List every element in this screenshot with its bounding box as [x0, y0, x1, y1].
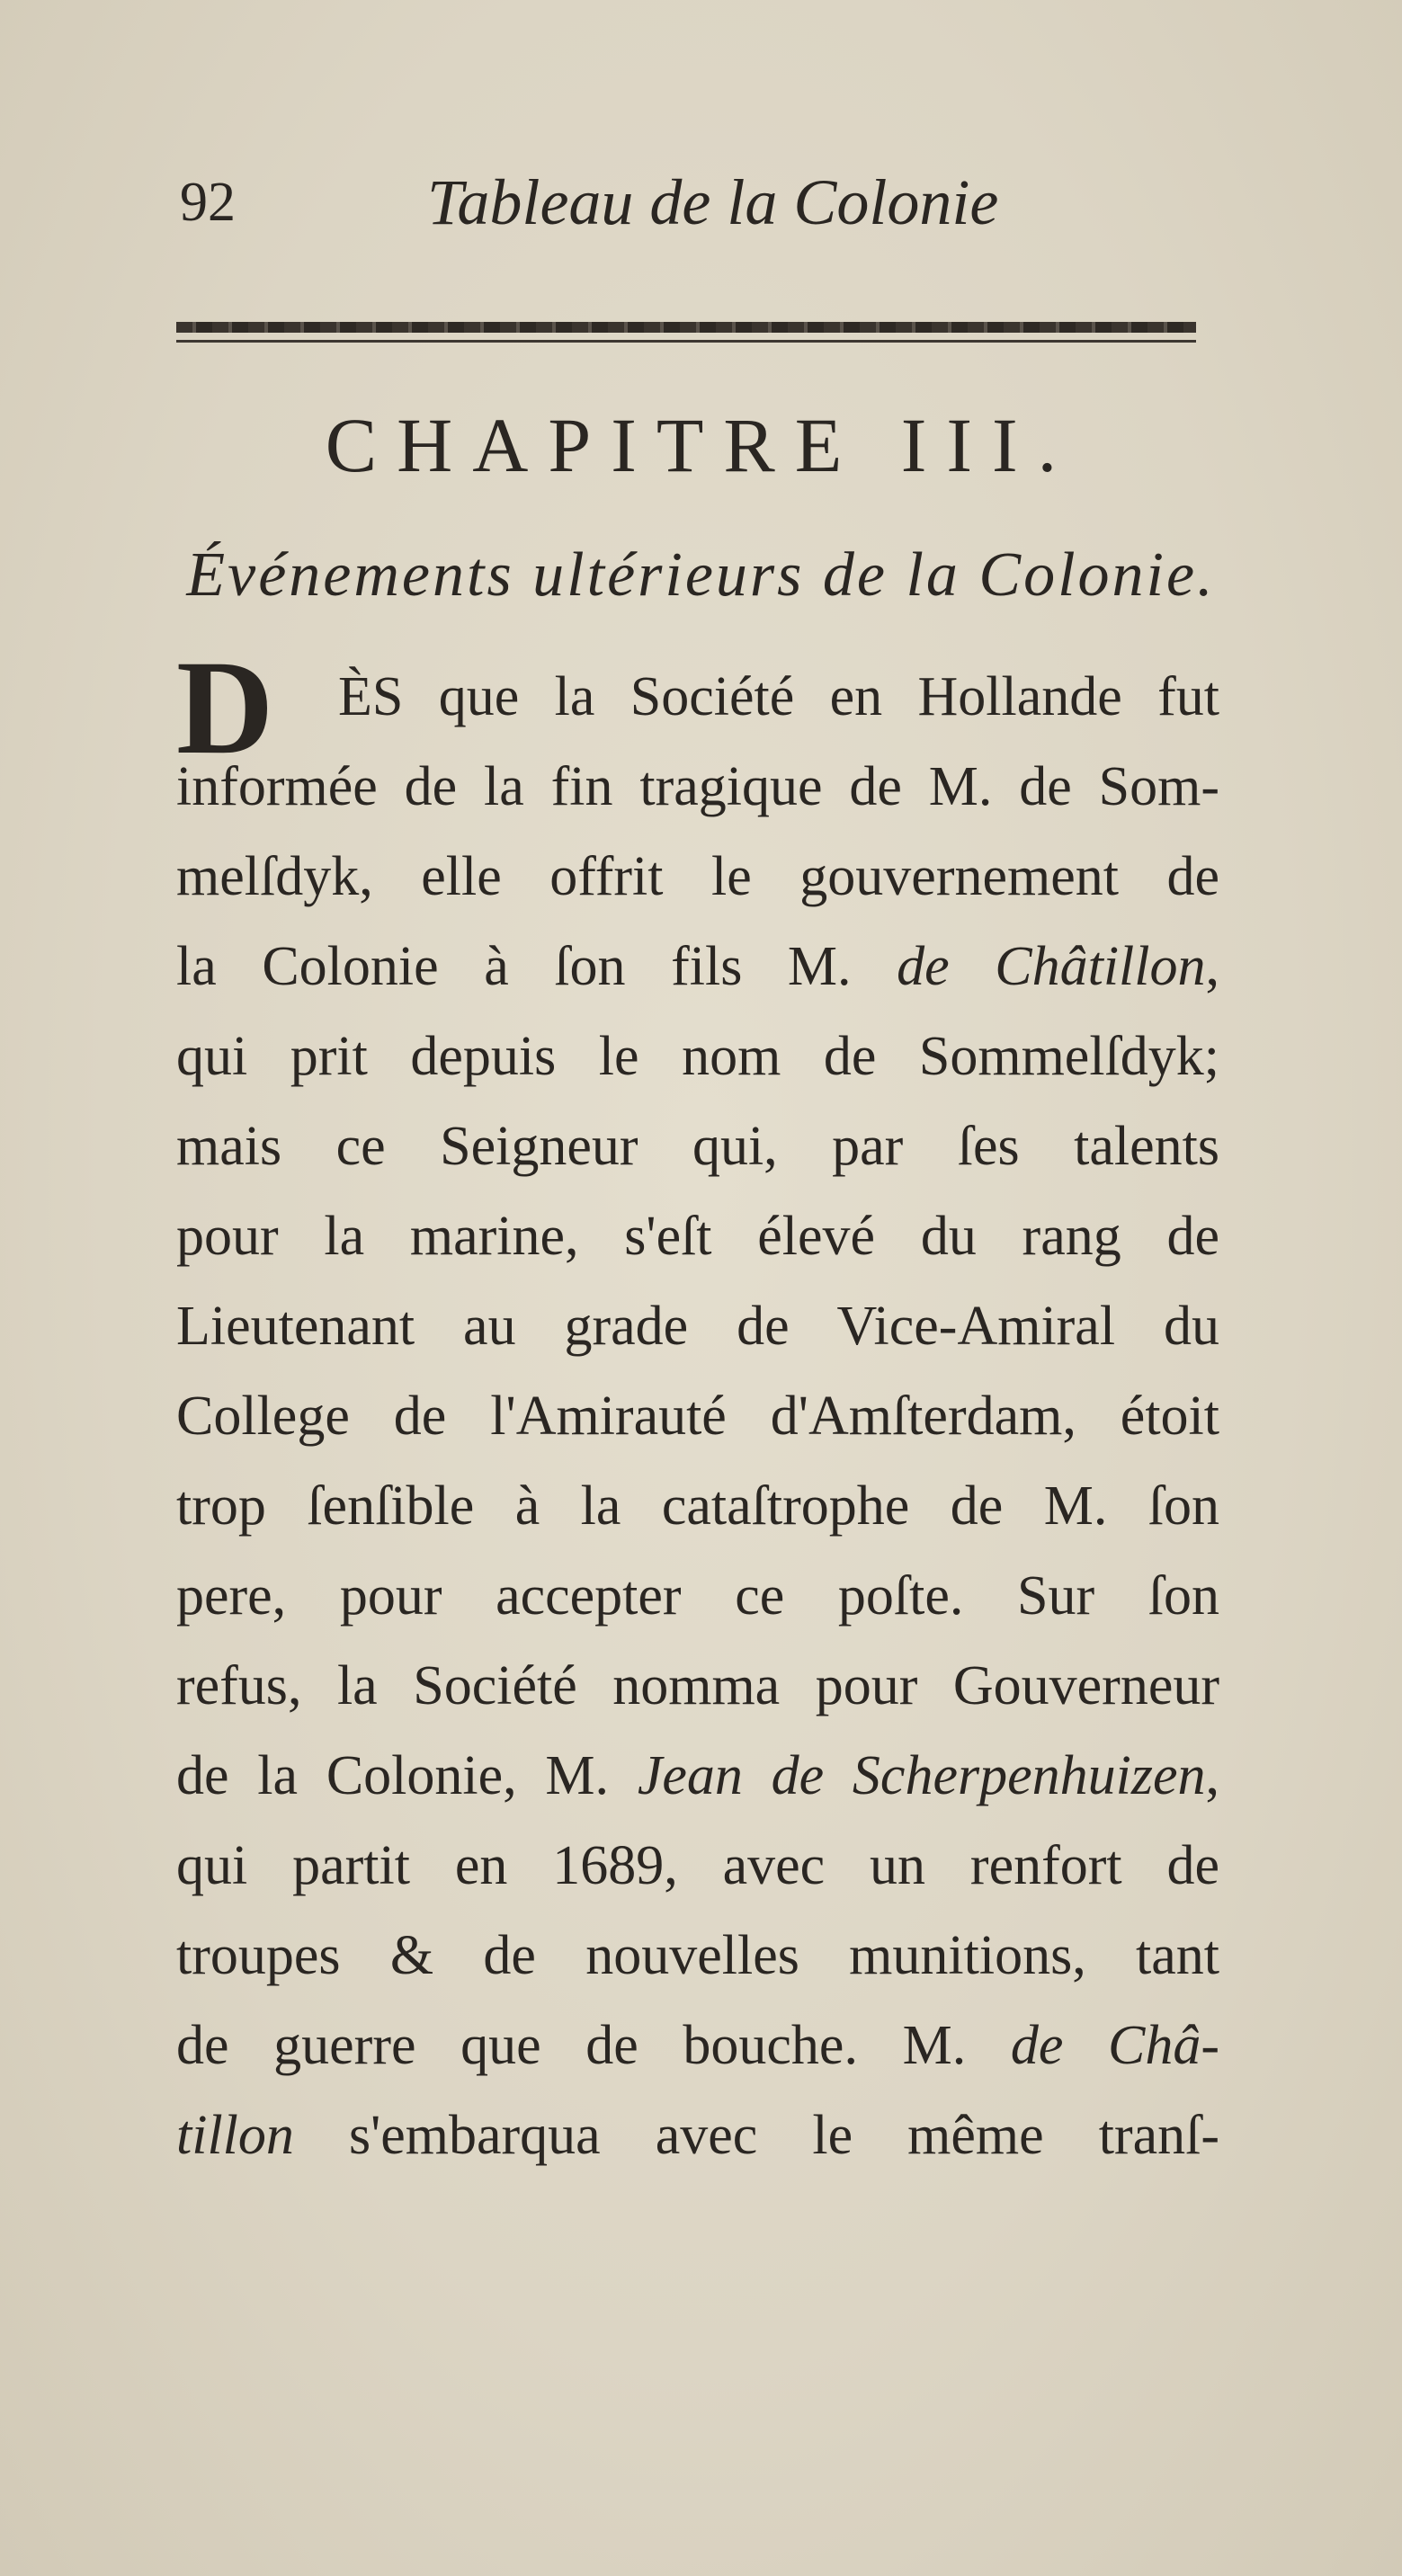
- text-segment: de la Colonie, M.: [176, 1745, 638, 1806]
- text-segment: ÈS que la Société en Hollande fut: [338, 666, 1219, 727]
- text-segment: Lieutenant au grade de Vice-Amiral du: [176, 1296, 1219, 1357]
- italic-text: tillon: [176, 2105, 294, 2166]
- text-segment: s'embarqua avec le même tranſ-: [293, 2105, 1219, 2166]
- text-segment: qui prit depuis le nom de Sommelſdyk;: [176, 1026, 1219, 1087]
- text-line: [176, 1821, 1219, 1911]
- text-segment: trop ſenſible à la cataſtrophe de M. ſon: [176, 1475, 1219, 1537]
- text-line: [176, 1371, 1219, 1461]
- chapter-subtitle: Événements ultérieurs de la Colonie.: [186, 540, 1216, 610]
- header-rule-thin: [176, 340, 1196, 343]
- text-line: [176, 1461, 1219, 1551]
- page-number: 92: [180, 172, 236, 233]
- text-segment: de guerre que de bouche. M.: [176, 2015, 1011, 2076]
- text-line: [176, 742, 1219, 832]
- text-line: [176, 1731, 1219, 1821]
- text-segment: la Colonie à ſon fils M.: [176, 936, 897, 997]
- text-segment: pour la marine, s'eſt élevé du rang de: [176, 1206, 1219, 1267]
- text-line: [176, 1101, 1219, 1191]
- text-line: [176, 832, 1219, 922]
- text-segment: College de l'Amirauté d'Amſterdam, étoit: [176, 1386, 1219, 1447]
- text-segment: qui partit en 1689, avec un renfort de: [176, 1835, 1219, 1896]
- text-segment: ,: [1205, 936, 1219, 997]
- text-line: [176, 2090, 1219, 2180]
- italic-text: de Châ-: [1010, 2015, 1219, 2076]
- text-line: [176, 1281, 1219, 1371]
- drop-cap: D: [176, 633, 274, 782]
- text-segment: ,: [1205, 1745, 1219, 1806]
- italic-text: de Châtillon: [897, 936, 1206, 997]
- running-head: [171, 166, 1196, 238]
- text-line: [176, 1551, 1219, 1641]
- text-segment: melſdyk, elle offrit le gouvernement de: [176, 846, 1219, 907]
- header-rule-thick: [176, 322, 1196, 333]
- text-line: [176, 1191, 1219, 1281]
- text-line: [176, 1641, 1219, 1731]
- text-line: [176, 2001, 1219, 2090]
- italic-text: Jean de Scherpenhuizen: [637, 1745, 1206, 1806]
- text-line: [176, 1911, 1219, 2001]
- text-line: [338, 652, 1219, 742]
- text-line: [176, 922, 1219, 1012]
- chapter-title: CHAPITRE III.: [325, 402, 1077, 488]
- text-segment: mais ce Seigneur qui, par ſes talents: [176, 1116, 1219, 1177]
- running-title: Tableau de la Colonie: [427, 166, 999, 238]
- text-segment: refus, la Société nomma pour Gouverneur: [176, 1655, 1219, 1716]
- text-line: [176, 1012, 1219, 1101]
- text-segment: troupes & de nouvelles munitions, tant: [176, 1925, 1219, 1986]
- text-segment: informée de la fin tragique de M. de Som-: [176, 756, 1219, 817]
- text-segment: pere, pour accepter ce poſte. Sur ſon: [176, 1565, 1219, 1627]
